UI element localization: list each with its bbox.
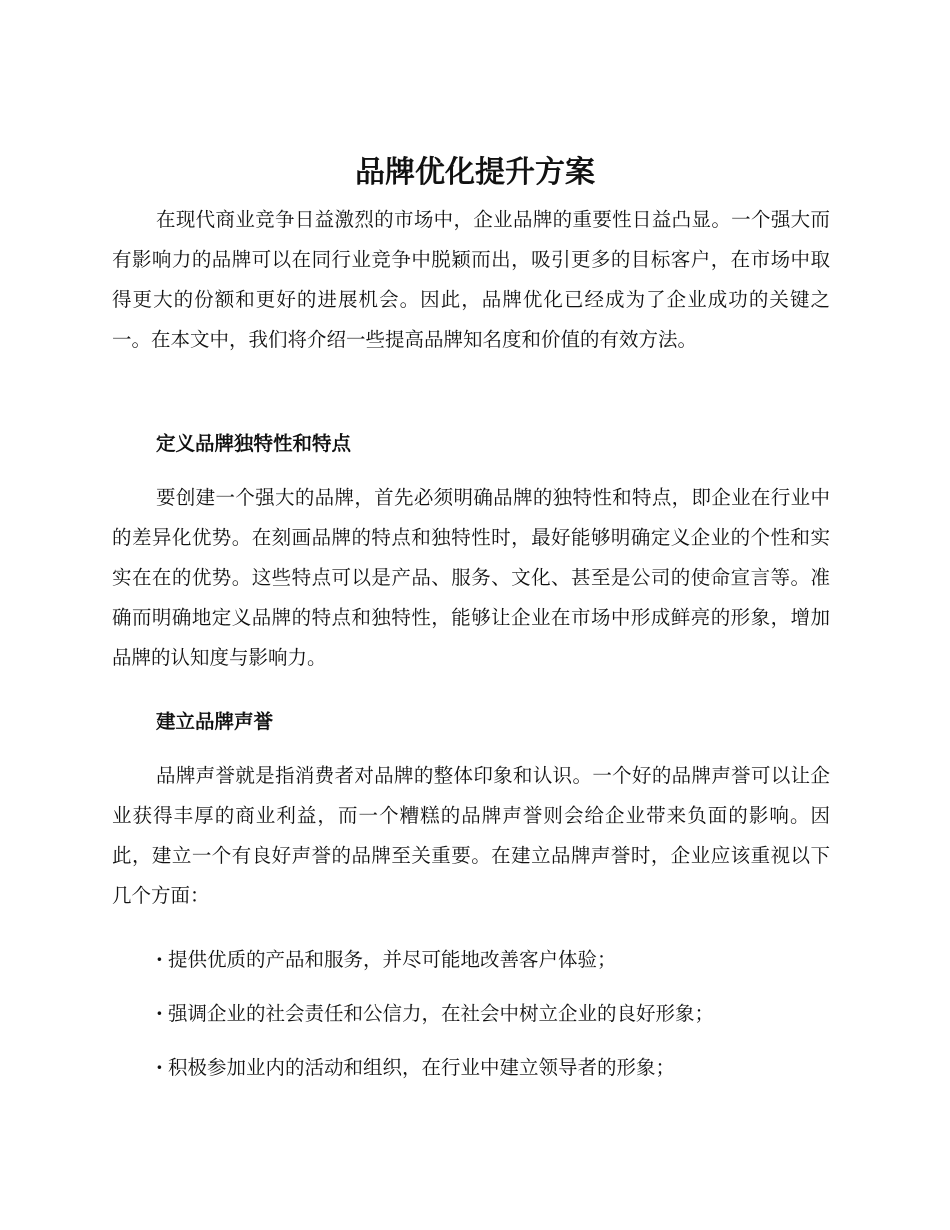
section-body-brand-uniqueness: 要创建一个强大的品牌，首先必须明确品牌的独特性和特点，即企业在行业中的差异化优势。在刻画品牌的特点和独特性时，最好能够明确定义企业的个性和实实在在的优势。这些特点可以是产品、服务、文化、甚至是公司的使命宣言等。准确而明确地定义品牌的特点和独特性，能够让企业在市场中形成鲜亮的形象，增加品牌的认知度与影响力。: [112, 486, 830, 669]
list-item: [156, 944, 836, 976]
section-body-brand-reputation: 品牌声誉就是指消费者对品牌的整体印象和认识。一个好的品牌声誉可以让企业获得丰厚的商业利益，而一个糟糕的品牌声誉则会给企业带来负面的影响。因此，建立一个有良好声誉的品牌至关重要。在建立品牌声誉时，企业应该重视以下几个方面：: [112, 764, 830, 907]
list-item-text: 积极参加业内的活动和组织，在行业中建立领导者的形象；: [168, 1056, 676, 1079]
bullet-marker: ·: [156, 948, 163, 971]
list-item-text: 强调企业的社会责任和公信力，在社会中树立企业的良好形象；: [168, 1002, 715, 1025]
list-item-text: 提供优质的产品和服务，并尽可能地改善客户体验；: [168, 948, 617, 971]
bullet-marker: ·: [156, 1056, 163, 1079]
bullet-marker: ·: [156, 1002, 163, 1025]
intro-paragraph: 在现代商业竞争日益激烈的市场中，企业品牌的重要性日益凸显。一个强大而有影响力的品牌可以在同行业竞争中脱颖而出，吸引更多的目标客户，在市场中取得更大的份额和更好的进展机会。因此，品牌优化已经成为了企业成功的关键之一。在本文中，我们将介绍一些提高品牌知名度和价值的有效方法。: [112, 208, 830, 351]
list-item: [156, 998, 836, 1030]
section-heading-brand-uniqueness: 定义品牌独特性和特点: [156, 432, 352, 455]
document-title: 品牌优化提升方案: [355, 155, 595, 190]
section-heading-brand-reputation: 建立品牌声誉: [156, 710, 274, 733]
list-item: [156, 1052, 836, 1084]
